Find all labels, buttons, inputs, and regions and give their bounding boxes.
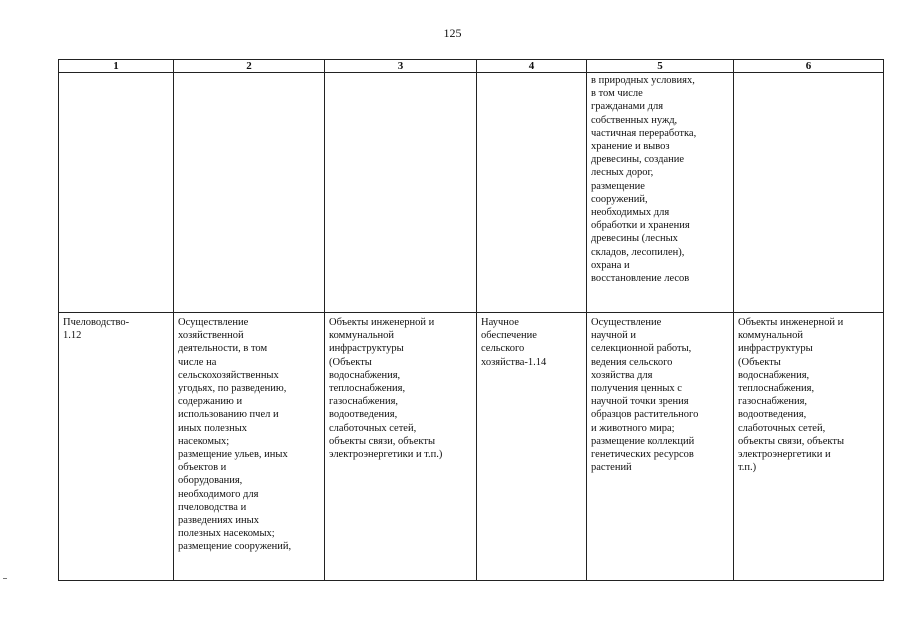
table-header-row [59,60,884,73]
table-cell [59,313,174,581]
column-header-1: 1 [59,60,174,73]
table-cell [734,313,884,581]
table-row-continuation [59,73,884,313]
table-cell [587,73,734,313]
column-header-4: 4 [477,60,587,73]
table-cell [477,73,587,313]
column-header-3: 3 [325,60,477,73]
column-header-6: 6 [734,60,884,73]
table-cell [477,313,587,581]
table-cell [734,73,884,313]
table-cell [59,73,174,313]
forestry-activity-description: в природных условиях, в том числе гражданами для собственных нужд, частичная переработка, хранение и вывоз древесины, создание лесных дорог, размещение сооружений, необходимых для обработки и хранения древесины (лесных складов, лесопилен), охрана и восстановление лесов [591,75,697,285]
column-header-5: 5 [587,60,734,73]
land-use-table [58,59,884,581]
conditional-use-description: Осуществление научной и селекционной работы, ведения сельского хозяйства для получения ценных с научной точки зрения образцов растительного и животного мира; размещение коллекций генетических ресурсов растений [591,317,699,474]
column-header-2: 2 [174,60,325,73]
table-cell [325,73,477,313]
scan-artifact-mark [3,578,7,579]
conditional-permitted-objects: Объекты инженерной и коммунальной инфраструктуры (Объекты водоснабжения, теплоснабжения, газоснабжения, водоотведения, слаботочных сетей, объекты связи, объекты электроэнергетики и т.п.) [738,317,845,474]
table-row-beekeeping [59,313,884,581]
land-use-type-name: Пчеловодство- 1.12 [63,317,130,342]
table-cell [174,73,325,313]
page-number: 125 [443,26,462,40]
table-cell [174,313,325,581]
conditional-use-type-name: Научное обеспечение сельского хозяйства-1.14 [481,317,547,368]
table-cell [325,313,477,581]
land-use-description: Осуществление хозяйственной деятельности, в том числе на сельскохозяйственных угодьях, по разведению, содержанию и использованию пчел и иных полезных насекомых; размещение ульев, иных объектов и оборудования, необходимого для пчеловодства и разведениях иных полезных насекомых; размещение сооружений, [178,317,292,553]
table-cell [587,313,734,581]
permitted-objects: Объекты инженерной и коммунальной инфраструктуры (Объекты водоснабжения, теплоснабжения, газоснабжения, водоотведения, слаботочных сетей, объекты связи, объекты электроэнергетики и т.п.) [329,317,443,461]
